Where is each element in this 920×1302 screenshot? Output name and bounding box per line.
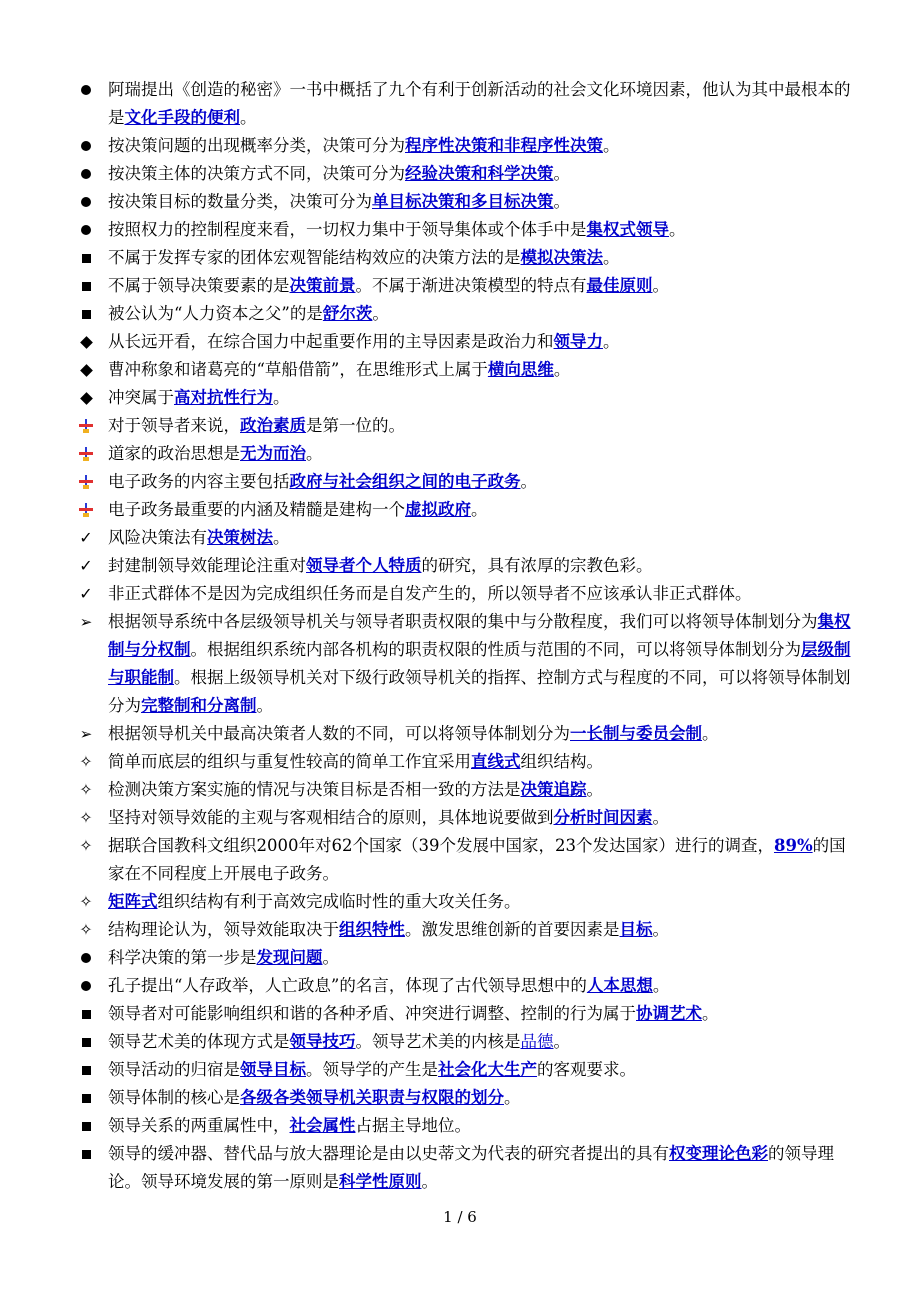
- answer-highlight: 协调艺术: [636, 1004, 702, 1023]
- item-text: 。: [702, 1004, 719, 1023]
- item-text: 的领导理论。领导环境发展的第一原则是: [108, 1144, 834, 1191]
- item-text: 。: [256, 696, 273, 715]
- item-text: 组织结构有利于高效完成临时性的重大攻关任务。: [157, 892, 521, 911]
- star-bullet-icon: ✧: [79, 808, 93, 827]
- answer-highlight: 虚拟政府: [405, 500, 471, 519]
- answer-highlight: 领导者个人特质: [306, 556, 422, 575]
- item-text: 。: [669, 220, 686, 239]
- item-text: 领导活动的归宿是: [108, 1060, 240, 1079]
- flag-bullet-icon: [72, 468, 100, 496]
- page-number: 1 / 6: [443, 1208, 477, 1226]
- bullet-list: [72, 76, 862, 1196]
- item-text: 。: [702, 724, 719, 743]
- item-text: 。: [322, 948, 339, 967]
- item-text: 。: [652, 976, 670, 995]
- item-text: 。根据组织系统内部各机构的职责权限的性质与范围的不同，可以将领导体制划分为: [190, 640, 801, 659]
- item-text: 是第一位的。: [306, 416, 405, 435]
- answer-highlight: 政府与社会组织之间的电子政务: [289, 472, 521, 491]
- item-text: 。: [471, 500, 488, 519]
- star-bullet-icon: ✧: [79, 836, 93, 855]
- answer-highlight: 经验决策和科学决策: [405, 164, 554, 183]
- item-text: 简单而底层的组织与重复性较高的简单工作宜采用: [108, 752, 471, 771]
- answer-highlight: 分析时间因素: [553, 808, 653, 827]
- item-text: 电子政务最重要的内涵及精髓是建构一个: [108, 500, 405, 519]
- item-text: 按决策目标的数量分类，决策可分为: [108, 192, 372, 211]
- circle-bullet-icon: [72, 944, 100, 972]
- list-item: [72, 216, 862, 244]
- item-text: 坚持对领导效能的主观与客观相结合的原则，具体地说要做到: [108, 808, 554, 827]
- circle-bullet-icon: [72, 216, 100, 244]
- list-item: [72, 804, 862, 832]
- diamond-bullet-icon: [72, 356, 100, 384]
- item-text: 。: [553, 1032, 570, 1051]
- item-text: 科学决策的第一步是: [108, 948, 257, 967]
- item-text: 。: [421, 1172, 438, 1191]
- list-item: [72, 580, 862, 608]
- item-text: 。领导学的产生是: [306, 1060, 438, 1079]
- item-text: 据联合国教科文组织2000年对62个国家（39个发展中国家，23个发达国家）进行的调查，: [108, 836, 774, 855]
- list-item: [72, 1140, 862, 1196]
- star-bullet-icon: ✧: [79, 780, 93, 799]
- list-item: [72, 776, 862, 804]
- list-item: [72, 132, 862, 160]
- checkmark-bullet-icon: ✓: [79, 528, 93, 547]
- item-text: 。: [273, 388, 290, 407]
- square-bullet-icon: [72, 1112, 100, 1140]
- list-item: [72, 524, 862, 552]
- item-text: 领导体制的核心是: [108, 1088, 240, 1107]
- answer-highlight: 模拟决策法: [520, 248, 603, 267]
- list-item: [72, 720, 862, 748]
- diamond-bullet-icon: [72, 328, 100, 356]
- answer-highlight: 文化手段的便利: [124, 108, 240, 127]
- star-bullet-icon: ✧: [79, 752, 93, 771]
- answer-highlight: 无为而治: [240, 444, 306, 463]
- answer-highlight: 层级制与职能制: [108, 640, 851, 687]
- item-text: 道家的政治思想是: [108, 444, 240, 463]
- item-text: 。不属于渐进决策模型的特点有: [355, 276, 587, 295]
- item-text: 。领导艺术美的内核是: [355, 1032, 521, 1051]
- answer-highlight: 组织特性: [339, 920, 405, 939]
- answer-highlight: 品德: [520, 1032, 554, 1051]
- answer-highlight: 人本思想: [586, 976, 653, 995]
- item-text: 从长远开看，在综合国力中起重要作用的主导因素是政治力和: [108, 332, 554, 351]
- diamond-bullet-icon: [72, 384, 100, 412]
- square-bullet-icon: [72, 1028, 100, 1056]
- square-bullet-icon: [72, 300, 100, 328]
- answer-highlight: 舒尔茨: [322, 304, 373, 323]
- answer-highlight: 决策前景: [289, 276, 356, 295]
- circle-bullet-icon: [72, 160, 100, 188]
- star-bullet-icon: ✧: [79, 892, 93, 911]
- answer-highlight: 决策追踪: [520, 780, 587, 799]
- item-text: 非正式群体不是因为完成组织任务而是自发产生的，所以领导者不应该承认非正式群体。: [108, 584, 752, 603]
- answer-highlight: 最佳原则: [586, 276, 653, 295]
- item-text: 。: [553, 360, 571, 379]
- item-text: 按决策问题的出现概率分类，决策可分为: [108, 136, 405, 155]
- flag-bullet-icon: [72, 496, 100, 524]
- answer-highlight: 科学性原则: [339, 1172, 422, 1191]
- answer-highlight: 社会化大生产: [438, 1060, 537, 1079]
- item-text: 。: [603, 136, 620, 155]
- answer-highlight: 集权制与分权制: [108, 612, 851, 659]
- item-text: 阿瑞提出《创造的秘密》一书中概括了九个有利于创新活动的社会文化环境因素，他认为其中最根本的是: [108, 80, 851, 127]
- item-text: 。: [372, 304, 389, 323]
- list-item: [72, 832, 862, 888]
- list-item: [72, 160, 862, 188]
- item-text: 领导者对可能影响组织和谐的各种矛盾、冲突进行调整、控制的行为属于: [108, 1004, 636, 1023]
- item-text: 。: [520, 472, 537, 491]
- list-item: [72, 748, 862, 776]
- item-text: 占据主导地位。: [355, 1116, 471, 1135]
- item-text: 封建制领导效能理论注重对: [108, 556, 306, 575]
- item-text: 。: [553, 164, 570, 183]
- circle-bullet-icon: [72, 132, 100, 160]
- arrow-bullet-icon: ➢: [79, 724, 93, 743]
- list-item: [72, 300, 862, 328]
- answer-highlight: 一长制与委员会制: [570, 724, 702, 743]
- square-bullet-icon: [72, 1056, 100, 1084]
- list-item: [72, 1084, 862, 1112]
- item-text: 冲突属于: [108, 388, 174, 407]
- square-bullet-icon: [72, 1000, 100, 1028]
- item-text: 按照权力的控制程度来看，一切权力集中于领导集体或个体手中是: [108, 220, 587, 239]
- item-text: 。激发思维创新的首要因素是: [405, 920, 620, 939]
- item-text: 领导的缓冲器、替代品与放大器理论是由以史蒂文为代表的研究者提出的具有: [108, 1144, 669, 1163]
- list-item: [72, 888, 862, 916]
- square-bullet-icon: [72, 244, 100, 272]
- list-item: [72, 1000, 862, 1028]
- item-text: 。: [553, 192, 570, 211]
- item-text: 的客观要求。: [537, 1060, 636, 1079]
- item-text: 。: [652, 276, 669, 295]
- item-text: 的国家在不同程度上开展电子政务。: [108, 836, 846, 883]
- circle-bullet-icon: [72, 188, 100, 216]
- answer-highlight: 各级各类领导机关职责与权限的划分: [240, 1088, 504, 1107]
- answer-highlight: 发现问题: [256, 948, 323, 967]
- item-text: 被公认为“人力资本之父”的是: [108, 304, 323, 323]
- list-item: [72, 328, 862, 356]
- answer-highlight: 社会属性: [289, 1116, 356, 1135]
- item-text: 对于领导者来说，: [108, 416, 240, 435]
- list-item: [72, 76, 862, 132]
- item-text: 不属于发挥专家的团体宏观智能结构效应的决策方法的是: [108, 248, 521, 267]
- square-bullet-icon: [72, 1084, 100, 1112]
- item-text: 电子政务的内容主要包括: [108, 472, 290, 491]
- list-item: [72, 916, 862, 944]
- list-item: [72, 496, 862, 524]
- flag-bullet-icon: [72, 440, 100, 468]
- item-text: 。: [652, 920, 669, 939]
- item-text: 根据领导机关中最高决策者人数的不同，可以将领导体制划分为: [108, 724, 570, 743]
- item-text: 。: [603, 248, 620, 267]
- checkmark-bullet-icon: ✓: [79, 584, 93, 603]
- item-text: 。: [306, 444, 323, 463]
- answer-highlight: 目标: [619, 920, 653, 939]
- answer-highlight: 直线式: [471, 752, 521, 771]
- item-text: 。: [504, 1088, 521, 1107]
- square-bullet-icon: [72, 1140, 100, 1168]
- list-item: [72, 384, 862, 412]
- answer-highlight: 横向思维: [487, 360, 554, 379]
- checkmark-bullet-icon: ✓: [79, 556, 93, 575]
- list-item: [72, 272, 862, 300]
- item-text: 按决策主体的决策方式不同，决策可分为: [108, 164, 405, 183]
- list-item: [72, 1028, 862, 1056]
- item-text: 不属于领导决策要素的是: [108, 276, 290, 295]
- item-text: 根据领导系统中各层级领导机关与领导者职责权限的集中与分散程度，我们可以将领导体制划分为: [108, 612, 818, 631]
- list-item: [72, 440, 862, 468]
- answer-highlight: 程序性决策和非程序性决策: [405, 136, 603, 155]
- list-item: [72, 552, 862, 580]
- list-item: [72, 188, 862, 216]
- circle-bullet-icon: [72, 972, 100, 1000]
- list-item: [72, 412, 862, 440]
- answer-highlight: 领导力: [553, 332, 603, 351]
- list-item: [72, 608, 862, 720]
- answer-highlight: 89%: [773, 836, 813, 855]
- item-text: 孔子提出“人存政举，人亡政息”的名言，体现了古代领导思想中的: [108, 976, 587, 995]
- item-text: 组织结构。: [520, 752, 603, 771]
- item-text: 检测决策方案实施的情况与决策目标是否相一致的方法是: [108, 780, 521, 799]
- answer-highlight: 政治素质: [240, 416, 306, 435]
- item-text: 。: [652, 808, 669, 827]
- answer-highlight: 决策树法: [207, 528, 273, 547]
- answer-highlight: 单目标决策和多目标决策: [372, 192, 554, 211]
- list-item: [72, 1112, 862, 1140]
- item-text: 结构理论认为，领导效能取决于: [108, 920, 339, 939]
- list-item: [72, 244, 862, 272]
- answer-highlight: 集权式领导: [586, 220, 669, 239]
- item-text: 曹冲称象和诸葛亮的“草船借箭”，在思维形式上属于: [108, 360, 488, 379]
- item-text: 。: [586, 780, 603, 799]
- item-text: 的研究，具有浓厚的宗教色彩。: [421, 556, 653, 575]
- arrow-bullet-icon: ➢: [79, 612, 93, 631]
- answer-highlight: 权变理论色彩: [669, 1144, 768, 1163]
- list-item: [72, 468, 862, 496]
- flag-bullet-icon: [72, 412, 100, 440]
- answer-highlight: 领导目标: [240, 1060, 306, 1079]
- list-item: [72, 944, 862, 972]
- answer-highlight: 完整制和分离制: [141, 696, 257, 715]
- item-text: 。根据上级领导机关对下级行政领导机关的指挥、控制方式与程度的不同，可以将领导体制划分为: [108, 668, 851, 715]
- item-text: 领导关系的两重属性中，: [108, 1116, 290, 1135]
- list-item: [72, 1056, 862, 1084]
- item-text: 风险决策法有: [108, 528, 207, 547]
- circle-bullet-icon: [72, 76, 100, 104]
- answer-highlight: 矩阵式: [108, 892, 158, 911]
- list-item: [72, 356, 862, 384]
- star-bullet-icon: ✧: [79, 920, 93, 939]
- answer-highlight: 高对抗性行为: [174, 388, 273, 407]
- list-item: [72, 972, 862, 1000]
- item-text: 。: [273, 528, 290, 547]
- item-text: 。: [240, 108, 257, 127]
- item-text: 。: [603, 332, 620, 351]
- item-text: 领导艺术美的体现方式是: [108, 1032, 290, 1051]
- answer-highlight: 领导技巧: [289, 1032, 356, 1051]
- square-bullet-icon: [72, 272, 100, 300]
